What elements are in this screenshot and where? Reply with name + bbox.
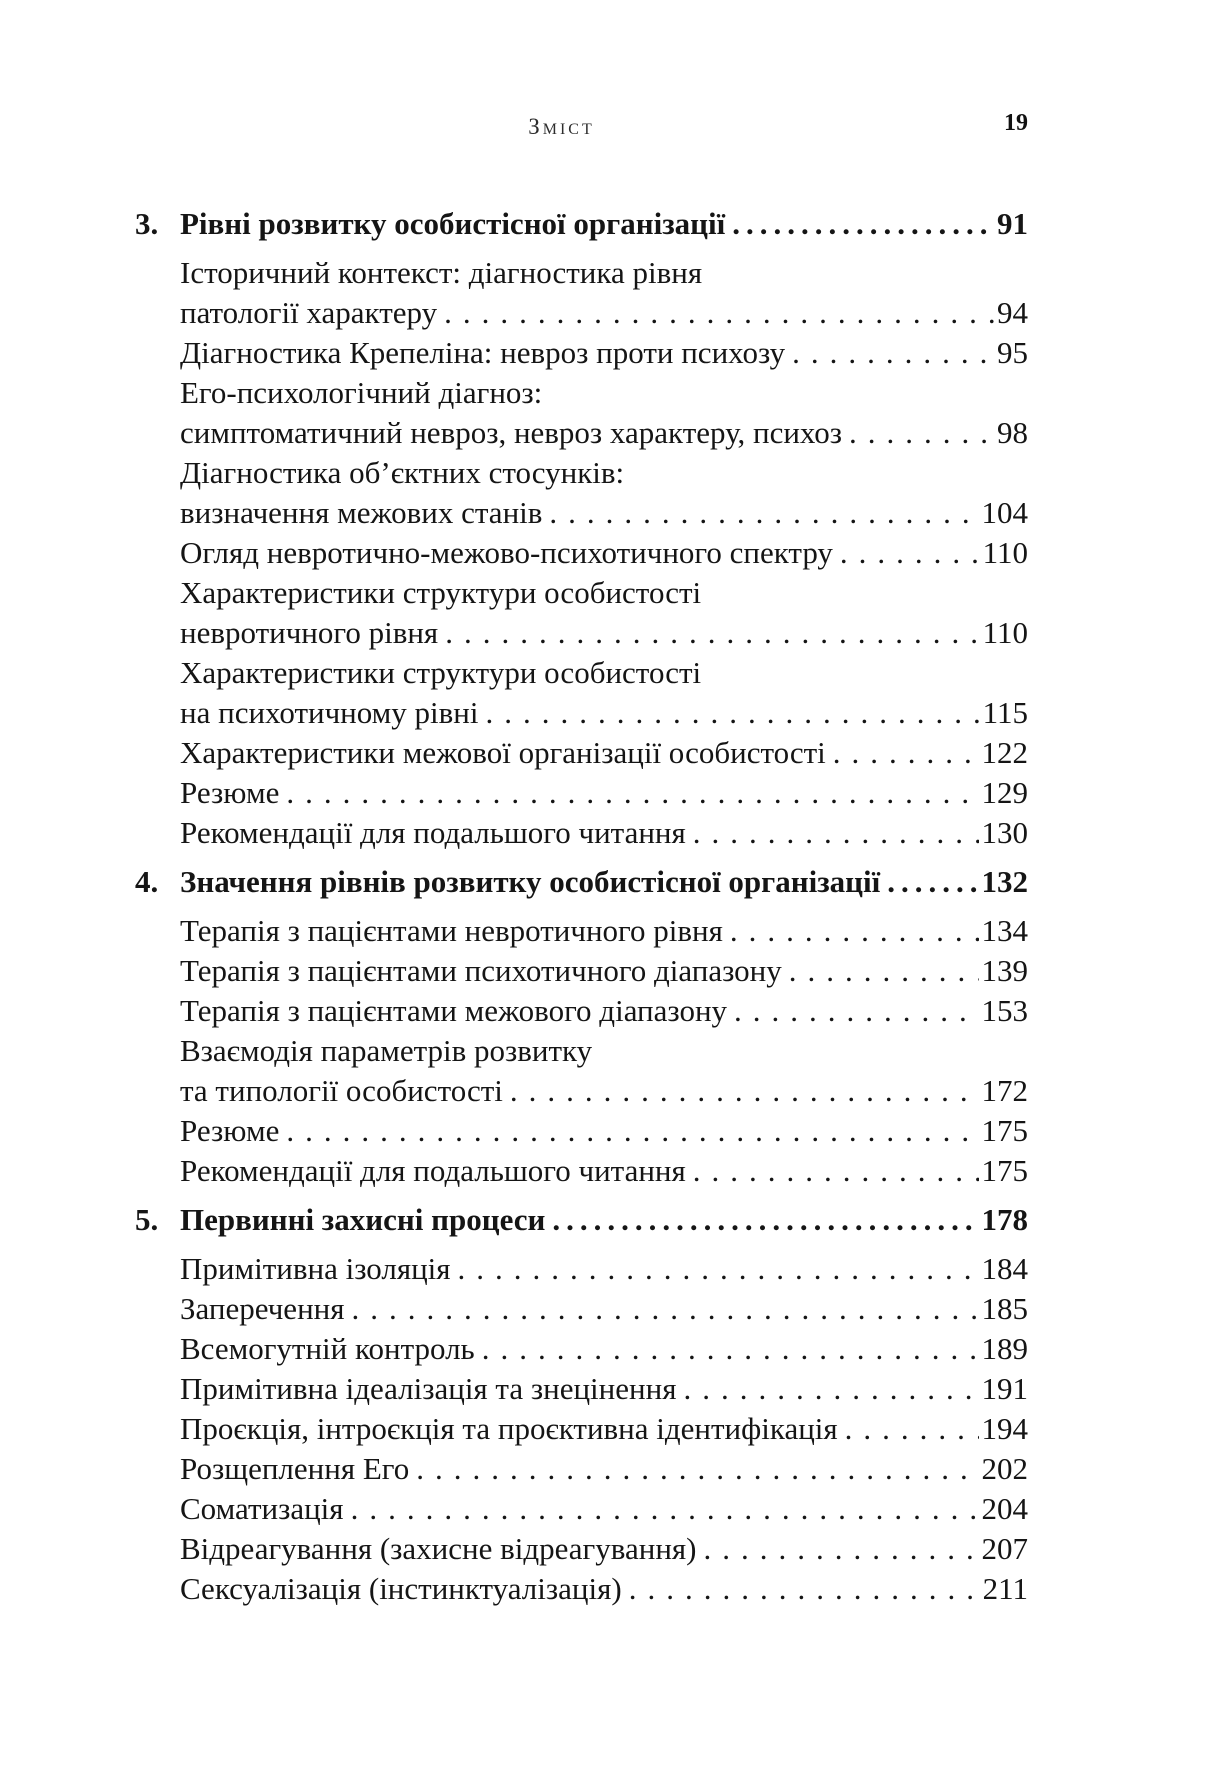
toc-entry-label: Всемогутній контроль [180,1331,475,1366]
toc-chapter-label: Рівні розвитку особистісної організації [180,206,726,241]
toc-chapter-row [135,204,1028,244]
toc-entry-label: Примітивна ідеалізація та знецінення [180,1371,677,1406]
toc-page-number: 189 [981,1331,1028,1366]
toc-entry-label: Примітивна ізоляція [180,1251,451,1286]
dot-leader [734,991,978,1031]
dot-leader [352,1289,979,1329]
dot-leader [789,951,979,991]
toc-entry-label: Заперечення [180,1291,345,1326]
dot-leader [286,773,978,813]
toc-entry-label: Рекомендації для подальшого читання [180,815,686,850]
toc-page-number: 122 [981,735,1028,770]
toc-chapter-number: 3. [135,206,159,241]
toc-entry-row [135,1569,1028,1609]
toc-page-number: 184 [981,1251,1028,1286]
toc-entry-row [135,813,1028,853]
toc-page-number: 194 [981,1411,1028,1446]
toc-entry-row [135,1249,1028,1289]
toc-entry-row [135,1529,1028,1569]
toc-entry-row [135,911,1028,951]
toc-entry-label: Резюме [180,1113,280,1148]
toc-entry-label: симптоматичний невроз, невроз характеру, психоз [180,415,842,450]
toc-entry-label: Діагностика Крепеліна: невроз проти психозу [180,335,786,370]
text-block [135,104,1028,1609]
dot-leader [792,333,994,373]
toc-page-number: 178 [981,1202,1028,1237]
dot-leader [845,1409,979,1449]
toc-list [135,204,1028,1609]
dot-leader [444,293,994,333]
dot-leader [693,813,979,853]
dot-leader [730,911,979,951]
toc-entry-label: Діагностика об’єктних стосунків: [180,455,625,490]
dot-leader [629,1569,980,1609]
dot-leader [887,862,978,902]
toc-page-number: 207 [981,1531,1028,1566]
toc-entry-label: на психотичному рівні [180,695,479,730]
dot-leader [840,533,980,573]
toc-entry-row [135,773,1028,813]
toc-page-number: 202 [981,1451,1028,1486]
toc-entry-label: Терапія з пацієнтами межового діапазону [180,993,728,1028]
toc-entry-row [135,293,1028,333]
dot-leader [849,413,994,453]
toc-continuation-row [135,573,1028,613]
toc-entry-label: Терапія з пацієнтами психотичного діапазону [180,953,782,988]
dot-leader [552,1200,978,1240]
toc-entry-row [135,991,1028,1031]
running-header-title: Зміст [528,114,595,139]
dot-leader [510,1071,979,1111]
toc-entry-label: Соматизація [180,1491,344,1526]
toc-entry-row [135,1449,1028,1489]
toc-page-number: 91 [997,206,1028,241]
running-header [135,104,1028,148]
toc-entry-row [135,1111,1028,1151]
toc-chapter-label: Значення рівнів розвитку особистісної організації [180,864,881,899]
toc-entry-row [135,1329,1028,1369]
dot-leader [351,1489,979,1529]
toc-page-number: 98 [997,415,1028,450]
toc-entry-label: Відреагування (захисне відреагування) [180,1531,697,1566]
dot-leader [482,1329,979,1369]
toc-continuation-row [135,1031,1028,1071]
toc-page-number: 110 [982,615,1028,650]
toc-page-number: 110 [982,535,1028,570]
toc-page-number: 130 [981,815,1028,850]
toc-entry-label: Его-психологічний діагноз: [180,375,543,410]
toc-entry-row [135,1289,1028,1329]
toc-entry-row [135,413,1028,453]
toc-entry-label: патології характеру [180,295,438,330]
toc-page-number: 95 [997,335,1028,370]
toc-entry-row [135,493,1028,533]
toc-entry-row [135,1489,1028,1529]
toc-entry-label: Терапія з пацієнтами невротичного рівня [180,913,723,948]
toc-chapter-row [135,1200,1028,1240]
toc-entry-row [135,1071,1028,1111]
toc-page-number: 175 [981,1153,1028,1188]
toc-chapter-number: 4. [135,864,159,899]
toc-entry-row [135,1369,1028,1409]
toc-entry-label: Історичний контекст: діагностика рівня [180,255,703,290]
dot-leader [683,1369,978,1409]
toc-entry-row [135,1151,1028,1191]
toc-page-number: 94 [997,295,1028,330]
dot-leader [732,204,994,244]
toc-entry-label: Характеристики межової організації особистості [180,735,826,770]
dot-leader [693,1151,979,1191]
dot-leader [486,693,980,733]
toc-continuation-row [135,253,1028,293]
toc-entry-label: Характеристики структури особистості [180,575,702,610]
toc-continuation-row [135,453,1028,493]
dot-leader [704,1529,979,1569]
toc-page-number: 132 [981,864,1028,899]
toc-entry-label: Рекомендації для подальшого читання [180,1153,686,1188]
toc-entry-row [135,951,1028,991]
dot-leader [549,493,978,533]
toc-chapter-label: Первинні захисні процеси [180,1202,546,1237]
page-number-header: 19 [1004,110,1028,136]
dot-leader [833,733,979,773]
toc-page-number: 115 [982,695,1028,730]
toc-entry-label: Розщеплення Его [180,1451,410,1486]
toc-entry-label: Резюме [180,775,280,810]
toc-page-number: 204 [981,1491,1028,1526]
toc-page-number: 185 [981,1291,1028,1326]
toc-entry-label: невротичного рівня [180,615,439,650]
toc-entry-row [135,733,1028,773]
toc-continuation-row [135,373,1028,413]
dot-leader [445,613,979,653]
toc-entry-label: Проєкція, інтроєкція та проєктивна ідентифікація [180,1411,838,1446]
toc-page-number: 139 [981,953,1028,988]
toc-entry-row [135,533,1028,573]
toc-chapter-row [135,862,1028,902]
toc-entry-label: Огляд невротично-межово-психотичного спектру [180,535,833,570]
toc-entry-label: та типології особистості [180,1073,503,1108]
toc-entry-row [135,333,1028,373]
toc-page-number: 134 [981,913,1028,948]
dot-leader [458,1249,979,1289]
toc-entry-row [135,693,1028,733]
toc-page-number: 172 [981,1073,1028,1108]
toc-entry-label: Характеристики структури особистості [180,655,702,690]
toc-chapter-number: 5. [135,1202,159,1237]
toc-continuation-row [135,653,1028,693]
dot-leader [416,1449,978,1489]
toc-page-number: 104 [981,495,1028,530]
toc-page-number: 191 [981,1371,1028,1406]
toc-entry-label: Взаємодія параметрів розвитку [180,1033,593,1068]
toc-entry-label: визначення межових станів [180,495,543,530]
toc-page-number: 129 [981,775,1028,810]
toc-entry-row [135,613,1028,653]
toc-page-number: 153 [981,993,1028,1028]
toc-entry-row [135,1409,1028,1449]
toc-page-number: 211 [982,1571,1028,1606]
dot-leader [286,1111,978,1151]
toc-entry-label: Сексуалізація (інстинктуалізація) [180,1571,622,1606]
toc-page-number: 175 [981,1113,1028,1148]
